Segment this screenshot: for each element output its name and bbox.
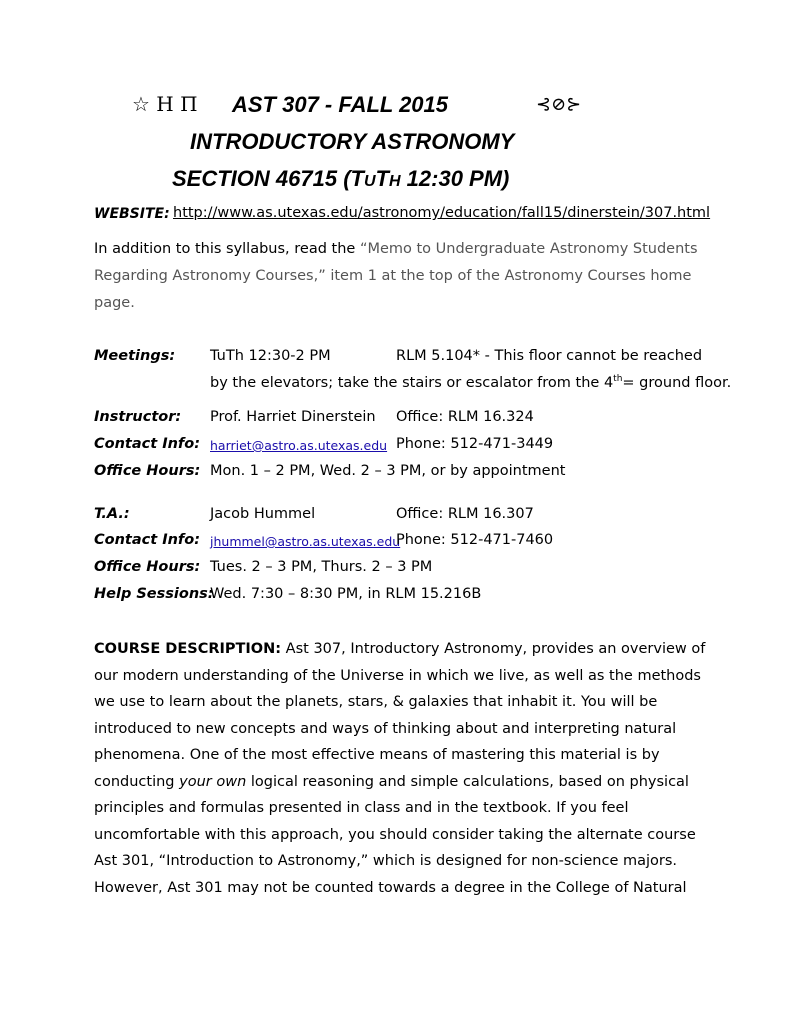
description-line: Ast 301, “Introduction to Astronomy,” which is designed for non-science majors. [94, 853, 678, 869]
intro-line-1 [94, 236, 698, 263]
help-sessions-label: Help Sessions: [94, 586, 214, 602]
ta-phone: Phone: 512-471-7460 [396, 532, 554, 548]
intro-text: In addition to this syllabus, read the [94, 241, 360, 257]
meetings-note [210, 374, 731, 391]
course-description [94, 636, 704, 901]
website-label: WEBSITE: [94, 206, 170, 222]
ta-label: T.A.: [94, 506, 130, 522]
section-prefix: SECTION 46715 ( [172, 166, 351, 191]
meetings-note-end: = ground floor. [622, 374, 732, 391]
description-line: we use to learn about the planets, stars, & galaxies that inhabit it. You will be [94, 694, 658, 710]
description-line: our modern understanding of the Universe in which we live, as well as the methods [94, 667, 701, 684]
header-symbol-right: ⊰⊘⊱ [536, 94, 582, 115]
section-th-small: H [388, 173, 401, 190]
description-emphasis: your own [179, 773, 247, 790]
description-line [94, 769, 704, 796]
description-line: principles and formulas presented in class and in the textbook. If you feel [94, 800, 629, 816]
website-link[interactable]: http://www.as.utexas.edu/astronomy/education/fall15/dinerstein/307.html [173, 205, 711, 221]
description-line: However, Ast 301 may not be counted towards a degree in the College of Natural [94, 879, 687, 896]
section-suffix: 12:30 PM) [400, 166, 510, 191]
meetings-time: TuTh 12:30-2 PM [210, 348, 331, 364]
ta-contact-label: Contact Info: [94, 532, 201, 548]
ta-hours: Tues. 2 – 3 PM, Thurs. 2 – 3 PM [210, 559, 433, 575]
description-text: conducting [94, 773, 180, 790]
meetings-note-sup: th [613, 374, 623, 384]
section-tu-big: T [350, 166, 364, 191]
help-sessions: Wed. 7:30 – 8:30 PM, in RLM 15.216B [210, 586, 482, 602]
section-line [172, 166, 509, 192]
instructor-phone: Phone: 512-471-3449 [396, 436, 554, 452]
course-line: AST 307 - FALL 2015 [232, 92, 449, 117]
description-line: introduced to new concepts and ways of thinking about and interpreting natural [94, 720, 677, 737]
instructor-name: Prof. Harriet Dinerstein [210, 409, 376, 425]
instructor-contact-label: Contact Info: [94, 436, 201, 452]
description-heading: COURSE DESCRIPTION: [94, 641, 282, 657]
description-text: Ast 307, Introductory Astronomy, provides an overview of [281, 641, 706, 657]
description-line: uncomfortable with this approach, you should consider taking the alternate course [94, 826, 696, 843]
section-tu-small: U [363, 173, 376, 190]
intro-line-3: page. [94, 295, 135, 311]
meetings-room: RLM 5.104* - This floor cannot be reached [396, 348, 703, 364]
intro-line-2: Regarding Astronomy Courses,” item 1 at the top of the Astronomy Courses home [94, 268, 692, 284]
instructor-email-link[interactable]: harriet@astro.as.utexas.edu [210, 438, 388, 453]
ta-name: Jacob Hummel [210, 506, 316, 522]
instructor-label: Instructor: [94, 409, 182, 425]
meetings-label: Meetings: [94, 348, 176, 364]
ta-hours-label: Office Hours: [94, 559, 201, 575]
course-title: INTRODUCTORY ASTRONOMY [190, 129, 515, 154]
memo-reference: “Memo to Undergraduate Astronomy Students [359, 241, 698, 257]
section-th-big: T [375, 166, 389, 191]
description-line [94, 636, 704, 663]
instructor-hours-label: Office Hours: [94, 463, 201, 479]
header-symbols-left: ☆ Η Π [132, 92, 198, 116]
instructor-hours: Mon. 1 – 2 PM, Wed. 2 – 3 PM, or by appointment [210, 463, 566, 479]
meetings-note-text: by the elevators; take the stairs or escalator from the 4 [210, 374, 614, 391]
instructor-office: Office: RLM 16.324 [396, 409, 534, 425]
description-line: phenomena. One of the most effective means of mastering this material is by [94, 747, 660, 763]
ta-email-link[interactable]: jhummel@astro.as.utexas.edu [210, 534, 401, 549]
description-text: logical reasoning and simple calculations, based on physical [246, 773, 689, 790]
ta-office: Office: RLM 16.307 [396, 506, 534, 522]
